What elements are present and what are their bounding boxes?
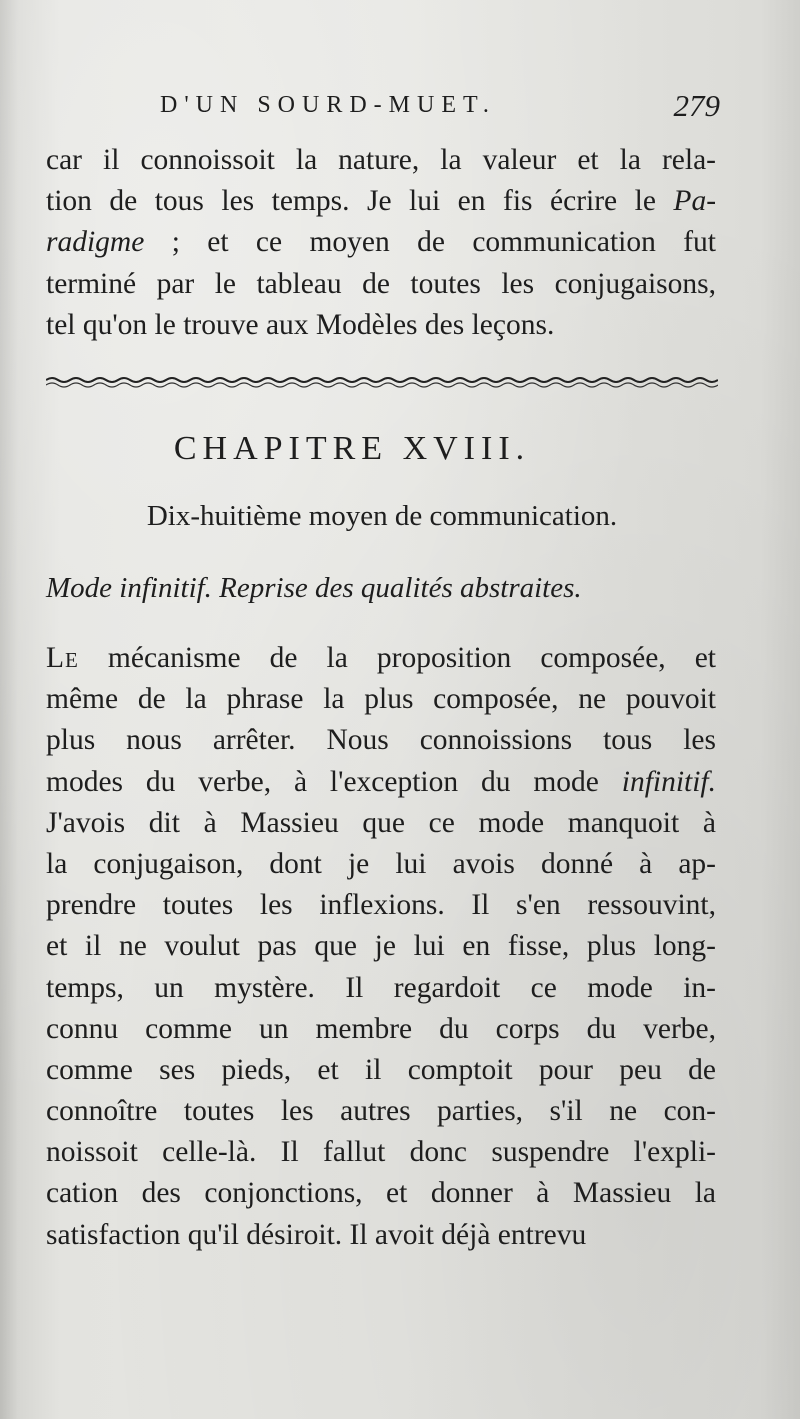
text-segment: mécanisme de la proposition composée, et bbox=[78, 642, 716, 674]
italic-word: infinitif. bbox=[621, 765, 716, 798]
chapter-title bbox=[46, 430, 718, 468]
text-line: même de la phrase la plus composée, ne pouvoit bbox=[46, 683, 716, 716]
text-segment: tion de tous les temps. Je lui en fis écrire le bbox=[46, 185, 656, 218]
text-line: J'avois dit à Massieu que ce mode manquoit à bbox=[46, 806, 716, 839]
text-line bbox=[46, 638, 716, 679]
chapter-subtitle: Dix-huitième moyen de communication. bbox=[146, 500, 618, 532]
body-paragraph bbox=[46, 638, 716, 1256]
text-line bbox=[46, 762, 716, 803]
text-line: plus nous arrêter. Nous connoissions tous les bbox=[46, 724, 716, 757]
text-line: et il ne voulut pas que je lui en fisse, plus long- bbox=[46, 930, 716, 963]
section-title: Mode infinitif. Reprise des qualités abstraites. bbox=[46, 572, 582, 604]
dropcap: Le bbox=[46, 642, 79, 674]
text-line: noissoit celle-là. Il fallut donc suspendre l'expli- bbox=[46, 1136, 716, 1169]
text-line bbox=[46, 222, 716, 263]
ornamental-rule bbox=[46, 374, 718, 390]
text-line: comme ses pieds, et il comptoit pour peu de bbox=[46, 1053, 716, 1086]
text-line: la conjugaison, dont je lui avois donné à ap- bbox=[46, 847, 716, 880]
text-line: connoître toutes les autres parties, s'il ne con- bbox=[46, 1095, 716, 1128]
text-segment: ; et ce moyen de communication fut bbox=[144, 226, 716, 259]
text-line: connu comme un membre du corps du verbe, bbox=[46, 1012, 716, 1045]
italic-word: Pa- bbox=[673, 185, 717, 218]
italic-word: radigme bbox=[46, 226, 145, 259]
text-line: prendre toutes les inflexions. Il s'en ressouvint, bbox=[46, 889, 716, 922]
chapter-title-text: CHAPITRE XVIII. bbox=[173, 430, 531, 467]
text-line: temps, un mystère. Il regardoit ce mode in- bbox=[46, 971, 716, 1004]
text-segment: modes du verbe, à l'exception du mode bbox=[46, 765, 599, 798]
text-line bbox=[46, 181, 716, 222]
page-number: 279 bbox=[673, 88, 720, 123]
text-line: cation des conjonctions, et donner à Massieu la bbox=[46, 1177, 716, 1210]
top-paragraph bbox=[46, 140, 716, 346]
text-line: satisfaction qu'il désiroit. Il avoit déjà entrevu bbox=[46, 1218, 587, 1251]
text-line: tel qu'on le trouve aux Modèles des leçons. bbox=[46, 308, 555, 341]
page-header bbox=[160, 88, 720, 128]
text-line: car il connoissoit la nature, la valeur et la rela- bbox=[46, 144, 716, 176]
text-line: terminé par le tableau de toutes les conjugaisons, bbox=[46, 267, 716, 300]
running-head: D'UN SOURD-MUET. bbox=[160, 92, 496, 118]
